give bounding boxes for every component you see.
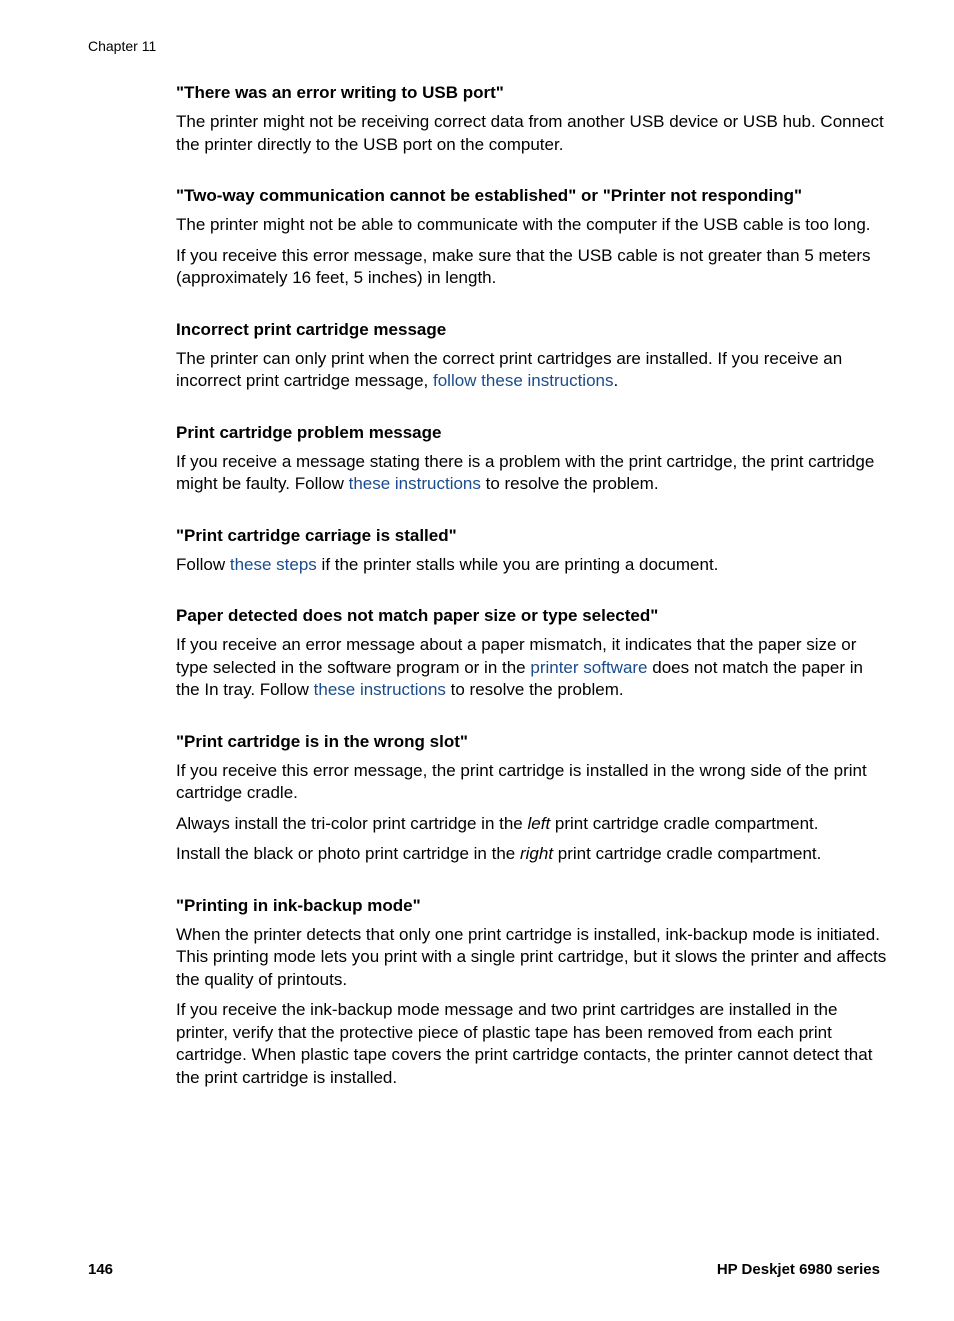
- section-heading: "There was an error writing to USB port": [176, 83, 504, 102]
- section-heading: "Two-way communication cannot be established" or "Printer not responding": [176, 186, 803, 205]
- section-paragraph: If you receive this error message, make sure that the USB cable is not greater than 5 meters (approximately 16 feet, 5 inches) in length.: [176, 245, 871, 287]
- paragraph-text: does not match the paper in the In tray. Follow: [176, 657, 864, 699]
- section-ink-backup-mode: [176, 895, 888, 1090]
- paragraph-text: Always install the tri-color print cartridge in the: [176, 813, 528, 833]
- product-name: HP Deskjet 6980 series: [716, 1261, 880, 1278]
- section-carriage-stalled: [176, 525, 888, 577]
- section-heading: Print cartridge problem message: [176, 422, 442, 442]
- section-paragraph: [176, 348, 888, 393]
- these-steps-link[interactable]: these steps: [229, 554, 317, 574]
- section-paragraph: [176, 451, 888, 496]
- paragraph-text: print cartridge cradle compartment.: [553, 844, 822, 863]
- section-usb-port-error: [176, 82, 888, 156]
- paragraph-text: If you receive an error message about a paper mismatch, it indicates that the paper size or type selected in the software program or in the: [176, 635, 857, 677]
- section-heading: "Print cartridge is in the wrong slot": [176, 731, 468, 751]
- section-heading: Paper detected does not match paper size or type selected": [176, 606, 659, 625]
- section-two-way-communication: [176, 185, 888, 290]
- paragraph-text: The printer can only print when the correct print cartridges are installed. If you receive an incorrect print cartridge message,: [176, 348, 843, 390]
- emphasis-left: left: [527, 813, 551, 833]
- paragraph-text: .: [613, 371, 619, 390]
- section-paragraph: When the printer detects that only one print cartridge is installed, ink-backup mode is initiated. This printing mode lets you print with a single print cartridge, but it slows the printer and affects the quality of printouts.: [176, 924, 887, 989]
- section-paragraph: [176, 843, 888, 866]
- paragraph-text: Follow: [176, 554, 230, 574]
- section-paragraph: If you receive this error message, the print cartridge is installed in the wrong side of the print cartridge cradle.: [176, 760, 867, 802]
- section-paragraph: [176, 813, 888, 836]
- paragraph-text: to resolve the problem.: [480, 474, 659, 493]
- section-paragraph: The printer might not be receiving correct data from another USB device or USB hub. Connect the printer directly to the USB port on the computer.: [176, 112, 884, 154]
- section-paper-mismatch: [176, 605, 888, 702]
- paragraph-text: If you receive a message stating there is a problem with the print cartridge, the print cartridge might be faulty. Follow: [176, 451, 875, 493]
- section-paragraph: If you receive the ink-backup mode message and two print cartridges are installed in the printer, verify that the protective piece of plastic tape has been removed from each print cartridge. When plastic tape covers the print cartridge contacts, the printer cannot detect that the print cartridge is installed.: [176, 1000, 873, 1087]
- section-heading: "Printing in ink-backup mode": [176, 895, 421, 915]
- these-instructions-link[interactable]: these instructions: [348, 474, 481, 493]
- printer-software-link[interactable]: printer software: [530, 657, 648, 677]
- section-paragraph: The printer might not be able to communicate with the computer if the USB cable is too long.: [176, 215, 871, 234]
- paragraph-text: if the printer stalls while you are printing a document.: [316, 554, 719, 574]
- emphasis-right: right: [519, 844, 554, 863]
- page-content: [176, 82, 888, 1089]
- section-heading: "Print cartridge carriage is stalled": [176, 525, 457, 545]
- section-wrong-slot: [176, 731, 888, 866]
- section-heading: Incorrect print cartridge message: [176, 319, 447, 339]
- section-paragraph: [176, 634, 888, 702]
- follow-instructions-link[interactable]: follow these instructions: [433, 371, 614, 390]
- paragraph-text: print cartridge cradle compartment.: [550, 813, 819, 833]
- these-instructions-link[interactable]: these instructions: [313, 680, 446, 699]
- section-paragraph: [176, 554, 888, 577]
- paragraph-text: to resolve the problem.: [445, 680, 624, 699]
- section-cartridge-problem: [176, 422, 888, 496]
- section-incorrect-cartridge: [176, 319, 888, 393]
- paragraph-text: Install the black or photo print cartridge in the: [176, 844, 520, 863]
- chapter-label: Chapter 11: [88, 38, 157, 54]
- page-number: 146: [88, 1261, 114, 1278]
